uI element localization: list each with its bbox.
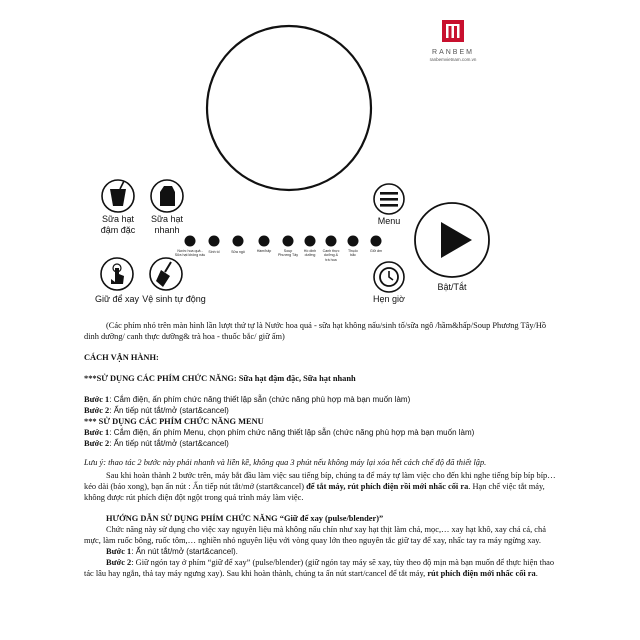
step-text: : Cắm điện, ấn phím chức năng thiết lập sẵn (chức năng phù hợp mà bạn muốn làm) <box>109 395 411 404</box>
brand-url: ranbemvietnam.com.vn <box>429 57 477 62</box>
completion-text-end: . Hạn chế việc tắt máy, không được rút phích điện đột ngột trong quá trình máy làm việc. <box>84 482 545 502</box>
step-line <box>84 394 556 405</box>
heading-pulse-guide: HƯỚNG DẪN SỬ DỤNG PHÍM CHỨC NĂNG “Giữ để xay (pulse/blender)” <box>106 514 384 523</box>
mode-dot <box>305 236 316 247</box>
step-text: : Cắm điện, ấn phím Menu, chọn phím chức năng thiết lập sẵn (chức năng phù hợp mà bạn muốn làm) <box>109 428 475 437</box>
mode-label: Giữ ấm <box>370 249 382 253</box>
step-label: Bước 2 <box>84 439 110 448</box>
mode-dot <box>348 236 359 247</box>
mode-label: Hầm/hấp <box>256 249 272 253</box>
mode-label: Thuốc bắc <box>348 249 358 258</box>
heading-menu-functions: *** SỬ DỤNG CÁC PHÍM CHỨC NĂNG MENU <box>84 417 264 426</box>
menu-label: Menu <box>377 216 401 226</box>
mode-dot <box>185 236 196 247</box>
step-text-end: . <box>535 569 538 578</box>
mode-label: Hồ dinh dưỡng <box>303 249 317 258</box>
step-label: Bước 1 <box>84 428 110 437</box>
mode-label: Sữa ngô <box>231 250 245 254</box>
step-label: Bước 2 <box>106 558 132 567</box>
mode-label: Soup Phương Tây <box>277 249 299 258</box>
note-paragraph: Lưu ý: thao tác 2 bước này phải nhanh và liền kề, không qua 3 phút nếu không máy lại xóa hết cách chế độ đã thiết lập. <box>84 458 487 467</box>
heading-milk-functions: ***SỬ DỤNG CÁC PHÍM CHỨC NĂNG: Sữa hạt đậm đặc, Sữa hạt nhanh <box>84 374 356 383</box>
mode-dot <box>259 236 270 247</box>
start-label: Bật/Tắt <box>437 282 467 292</box>
step-text: : Ấn tiếp nút tắt/mở (start&cancel) <box>109 406 229 415</box>
step-line <box>84 557 556 579</box>
step-bold-text: rút phích điện mới nhấc cối ra <box>427 569 536 578</box>
step-text: : Giữ ngón tay ở phím “giữ để xay” (pulse/blender) (giữ ngón tay máy sẽ xay, tùy theo độ mịn mà bạn muốn để thực hiện thao tác lâu hay ngắn, thả tay máy ngưng xay). Sau khi hoàn thành, chúng ta ấn nút start/cancel để tắt máy, <box>84 558 555 578</box>
step-line <box>84 405 556 416</box>
thick-milk-label: Sữa hạt đậm đặc <box>100 214 136 235</box>
mode-label: Sinh tố <box>208 250 220 254</box>
smooth-milk-icon[interactable] <box>151 180 183 212</box>
mode-dot <box>209 236 220 247</box>
menu-icon[interactable] <box>374 184 404 214</box>
display-circle <box>207 26 371 190</box>
step-text: : Ấn nút tắt/mở (start&cancel). <box>131 547 238 556</box>
pulse-paragraph: Chức năng này sử dụng cho việc xay nguyên liệu mà không nấu chín như xay hạt thịt làm chả, mọc,… xay hạt khô, xay chả cá, chả mực, làm ruốc bông, ruốc tôm,… nghiền nhỏ nguyên liệu với vòng quay lớn theo nguyên tắc giữ tay để xay, nhấc tay ra máy ngừng xay. <box>84 525 546 545</box>
step-line <box>84 427 556 438</box>
clean-label: Vệ sinh tự động <box>142 294 206 304</box>
step-label: Bước 2 <box>84 406 110 415</box>
instruction-text <box>84 320 556 579</box>
mode-dot <box>283 236 294 247</box>
smooth-milk-label: Sữa hạt nhanh <box>150 214 184 235</box>
clock-icon[interactable] <box>374 262 404 292</box>
pulse-label: Giữ để xay <box>94 294 140 304</box>
start-button[interactable] <box>415 203 489 277</box>
completion-bold-text: để tắt máy, rút phích điện rồi mới nhấc cối ra <box>306 482 469 491</box>
completion-paragraph <box>84 470 556 503</box>
step-label: Bước 1 <box>84 395 110 404</box>
intro-paragraph: (Các phím nhỏ trên màn hình lần lượt thứ tự là Nước hoa quả - sữa hạt không nấu/sinh tố/sữa ngô /hầm&hấp/Soup Phương Tây/Hồ dinh dưỡng/ canh thực dưỡng& trà hoa - thuốc bắc/ giữ ấm) <box>84 321 547 341</box>
step-text: : Ấn tiếp nút tắt/mở (start&cancel) <box>109 439 229 448</box>
brand-name: RANBEM <box>432 49 474 56</box>
mode-dot <box>371 236 382 247</box>
timer-label: Hẹn giờ <box>373 294 405 304</box>
completion-text: Sau khi hoàn thành 2 bước trên, máy bắt đầu làm việc sau tiếng bíp, chúng ta để máy tự làm việc cho đến khi nghe tiếng bíp bíp bíp… kéo dài (báo xong), bạn ấn nút : Ấn tiếp nút tắt/mở (start&cancel) <box>84 471 556 491</box>
pulse-hand-icon[interactable] <box>101 258 133 290</box>
mode-label: Canh thực dưỡng & trà hoa <box>322 249 340 262</box>
step-line <box>84 546 556 557</box>
step-label: Bước 1 <box>106 547 132 556</box>
mode-dot <box>233 236 244 247</box>
thick-milk-icon[interactable] <box>102 180 134 212</box>
step-line <box>84 438 556 449</box>
mode-dot <box>326 236 337 247</box>
heading-operation: CÁCH VẬN HÀNH: <box>84 353 159 362</box>
mode-label: Nước hoa quả - Sữa hạt không nấu <box>174 249 206 258</box>
broom-icon[interactable] <box>150 258 182 290</box>
